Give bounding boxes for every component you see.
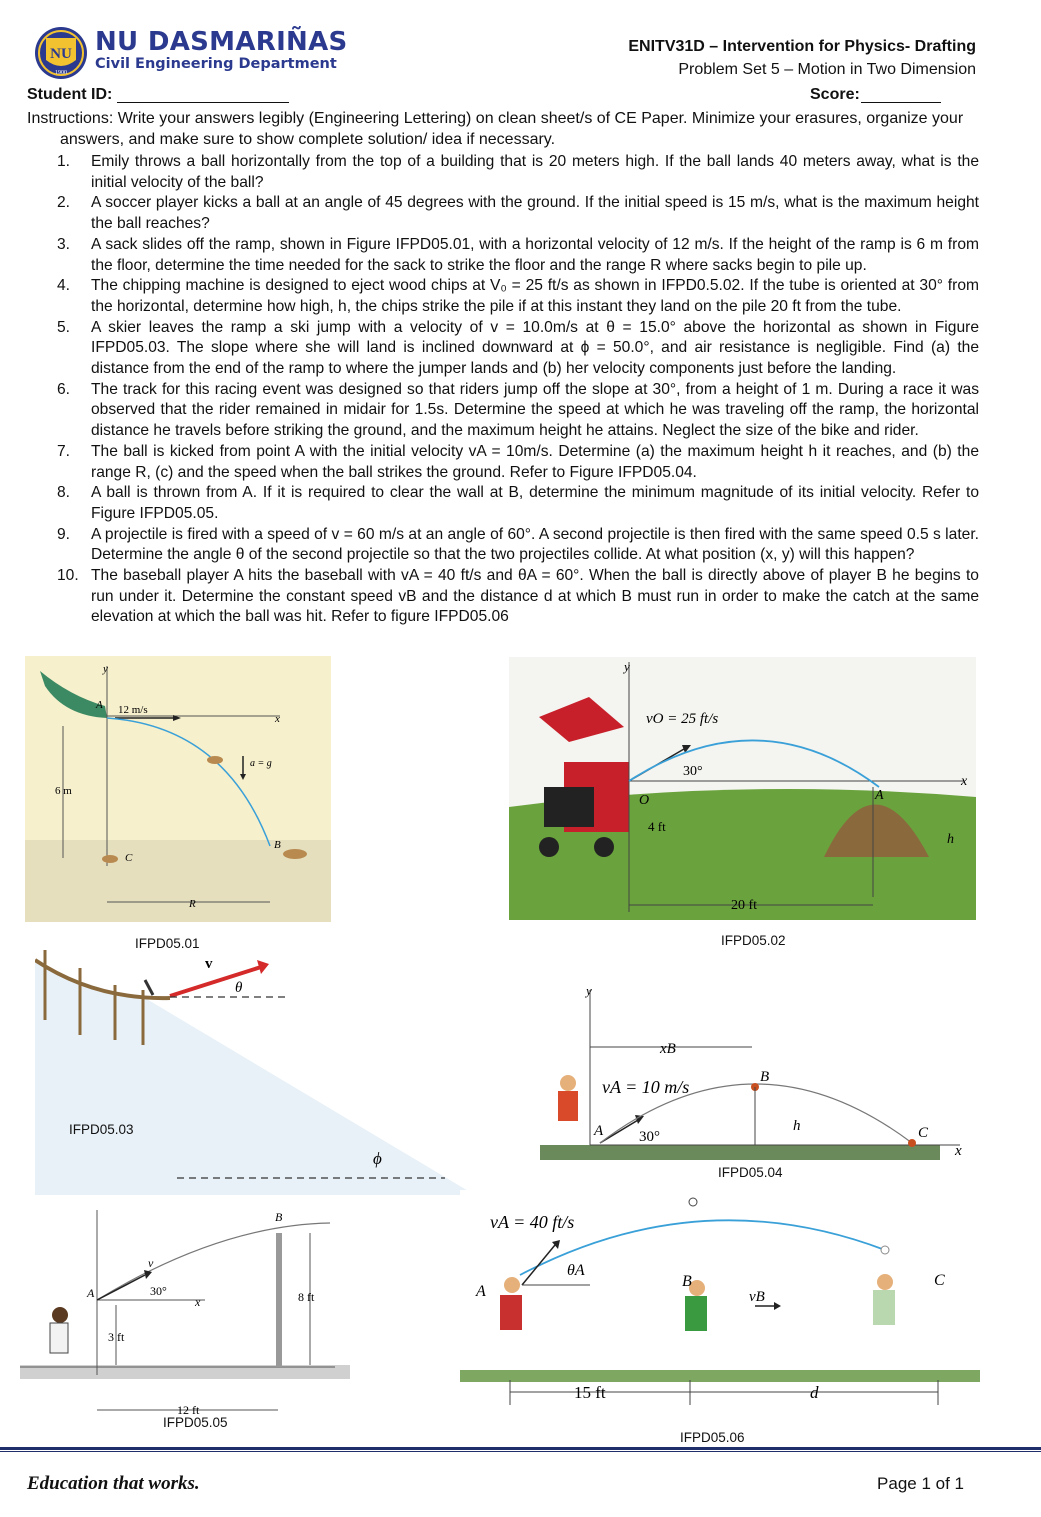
- figure-ifpd05-05: [20, 1205, 355, 1430]
- fig4-y-label: y: [586, 983, 592, 998]
- footer-rule: [0, 1447, 1041, 1450]
- problem-item: 7. The ball is kicked from point A with the initial velocity vA = 10m/s. Determine (a) the maximum height h it reaches, and (b) the range R, (c) and the speed when the ball strikes the ground. Refer to Figure IFPD05.04.: [57, 442, 979, 481]
- fig6-point-a: A: [476, 1283, 486, 1300]
- student-id-label: Student ID:: [27, 86, 113, 103]
- fig2-angle-label: 30°: [683, 764, 703, 779]
- fig6-distance-15ft: 15 ft: [574, 1383, 606, 1402]
- problem-item: 10. The baseball player A hits the baseball with vA = 40 ft/s and θA = 60°. When the ball is directly above of player B he begins to run under it. Determine the constant speed vB and the distance d at which B must run in order to make the catch at the same elevation at which the ball was hit. Refer to figure IFPD05.06: [57, 567, 979, 626]
- fig5-velocity-label: v: [148, 1256, 154, 1270]
- caption-ifpd05-01: IFPD05.01: [135, 936, 200, 951]
- fig3-velocity-label: v⃗: [205, 956, 225, 972]
- figure-ifpd05-04: [540, 975, 980, 1170]
- fig2-h-label: h: [947, 832, 954, 847]
- fig1-point-b: B: [274, 839, 281, 851]
- fig2-x-label: x: [961, 774, 968, 789]
- department-name: Civil Engineering Department: [95, 56, 337, 72]
- fig5-point-a: A: [87, 1286, 95, 1300]
- problem-item: 6. The track for this racing event was designed so that riders jump off the slope at 30°, from a height of 1 m. During a race it was observed that the rider remained in midair for 1.5s. Determine the speed at which he was traveling off the ramp, the horizontal distance he travels before striking the ground, and the maximum height he attains. Neglect the size of the bike and rider.: [57, 380, 979, 440]
- figure-ifpd05-02: [509, 657, 976, 920]
- fig6-point-b: B: [682, 1273, 692, 1290]
- fig3-phi-label: ϕ: [373, 1149, 382, 1168]
- problem-list: [27, 152, 979, 628]
- fig1-accel-label: a = g: [250, 758, 272, 769]
- fig4-point-c: C: [918, 1125, 929, 1141]
- fig1-range-label: R: [189, 898, 196, 910]
- problem-item: 1. Emily throws a ball horizontally from the top of a building that is 20 meters high. If the ball lands 40 meters away, what is the initial velocity of the ball?: [57, 153, 979, 191]
- fig1-height-label: 6 m: [55, 785, 72, 797]
- problem-item: 3. A sack slides off the ramp, shown in Figure IFPD05.01, with a horizontal velocity of 12 m/s. If the height of the ramp is 6 m from the floor, determine the time needed for the sack to strike the floor and the range R where sacks begin to pile up.: [57, 235, 979, 274]
- fig1-point-a: A: [96, 699, 103, 711]
- fig2-tube-height: 4 ft: [648, 819, 666, 834]
- nu-seal-logo: [34, 26, 88, 80]
- page-number: Page 1 of 1: [877, 1474, 964, 1493]
- caption-ifpd05-03: IFPD05.03: [69, 1122, 134, 1137]
- fig4-x-label: x: [955, 1143, 962, 1159]
- fig2-point-o: O: [639, 793, 650, 808]
- fig4-h-label: h: [793, 1118, 801, 1134]
- brand-name: NU DASMARIÑAS: [95, 27, 348, 57]
- fig3-theta-label: θ: [235, 980, 243, 996]
- student-id-blank: [117, 102, 289, 103]
- seal-letters: NU: [50, 46, 72, 62]
- caption-ifpd05-04: IFPD05.04: [718, 1165, 783, 1180]
- fig2-velocity-label: vO = 25 ft/s: [646, 711, 719, 727]
- fig2-distance-label: 20 ft: [731, 898, 758, 913]
- caption-ifpd05-05: IFPD05.05: [163, 1415, 228, 1430]
- fig6-point-c: C: [934, 1272, 945, 1289]
- problem-item: 9. A projectile is fired with a speed of v = 60 m/s at an angle of 60°. A second projectile is then fired with the same speed 0.5 s later. Determine the angle θ of the second projectile so that the two projectiles collide. At what position (x, y) will this happen?: [57, 525, 979, 564]
- fig2-y-label: y: [624, 659, 630, 674]
- fig6-theta-label: θA: [567, 1262, 585, 1279]
- figure-ifpd05-01: [25, 656, 331, 922]
- footer-rule-thin: [0, 1451, 1041, 1452]
- fig5-height-a: 3 ft: [108, 1330, 125, 1344]
- fig5-x-label: x: [195, 1295, 201, 1309]
- fig5-height-b: 8 ft: [298, 1290, 315, 1304]
- fig6-distance-d: d: [810, 1383, 819, 1402]
- problem-item: 2. A soccer player kicks a ball at an angle of 45 degrees with the ground. If the initial speed is 15 m/s, what is the maximum height the ball reaches?: [57, 194, 979, 233]
- figure-ifpd05-06: [460, 1190, 980, 1420]
- fig4-point-a: A: [594, 1123, 604, 1139]
- fig4-xb-label: xB: [660, 1041, 676, 1057]
- fig6-vb-label: vB: [749, 1289, 765, 1305]
- fig2-point-a: A: [875, 788, 884, 803]
- seal-year: 1900: [55, 70, 67, 76]
- problem-set-title: Problem Set 5 – Motion in Two Dimension: [678, 61, 976, 78]
- fig5-distance-label: 12 ft: [177, 1403, 200, 1417]
- fig1-point-c: C: [125, 852, 133, 864]
- fig5-point-b: B: [275, 1210, 283, 1224]
- fig6-velocity-label: vA = 40 ft/s: [490, 1212, 575, 1232]
- caption-ifpd05-06: IFPD05.06: [680, 1430, 745, 1445]
- score-blank: [861, 102, 941, 103]
- fig1-x-label: x: [275, 713, 280, 725]
- problem-item: 4. The chipping machine is designed to eject wood chips at V₀ = 25 ft/s as shown in IFPD0.5.02. If the tube is oriented at 30° from the horizontal, determine how high, h, the chips strike the pile if at this instant they land on the pile 20 ft from the tube.: [57, 277, 979, 315]
- instructions: Instructions: Write your answers legibly (Engineering Lettering) on clean sheet/s of CE Paper. Minimize your erasures, organize your answers, and make sure to show complete solution/ idea if necessary.: [27, 110, 964, 148]
- caption-ifpd05-02: IFPD05.02: [721, 933, 786, 948]
- fig4-point-b: B: [760, 1069, 770, 1085]
- problem-item: 8. A ball is thrown from A. If it is required to clear the wall at B, determine the minimum magnitude of its initial velocity. Refer to Figure IFPD05.05.: [57, 484, 979, 522]
- figure-ifpd05-03: [35, 940, 475, 1195]
- problem-item: 5. A skier leaves the ramp a ski jump with a velocity of v = 10.0m/s at θ = 15.0° above the horizontal as shown in Figure IFPD05.03. The slope where she will land is inclined downward at ϕ = 50.0°, and air resistance is negligible. Find (a) the distance from the end of the ramp to where the jumper lands and (b) her velocity components just before the landing.: [57, 318, 979, 378]
- fig1-y-label: y: [103, 663, 108, 675]
- fig4-angle-label: 30°: [639, 1129, 660, 1145]
- fig1-velocity-label: 12 m/s: [118, 704, 148, 716]
- score-label: Score:: [810, 86, 860, 103]
- fig5-angle-label: 30°: [150, 1284, 167, 1298]
- footer-motto: Education that works.: [27, 1473, 200, 1494]
- fig4-velocity-label: vA = 10 m/s: [602, 1077, 690, 1097]
- course-title: ENITV31D – Intervention for Physics- Drafting: [628, 38, 976, 55]
